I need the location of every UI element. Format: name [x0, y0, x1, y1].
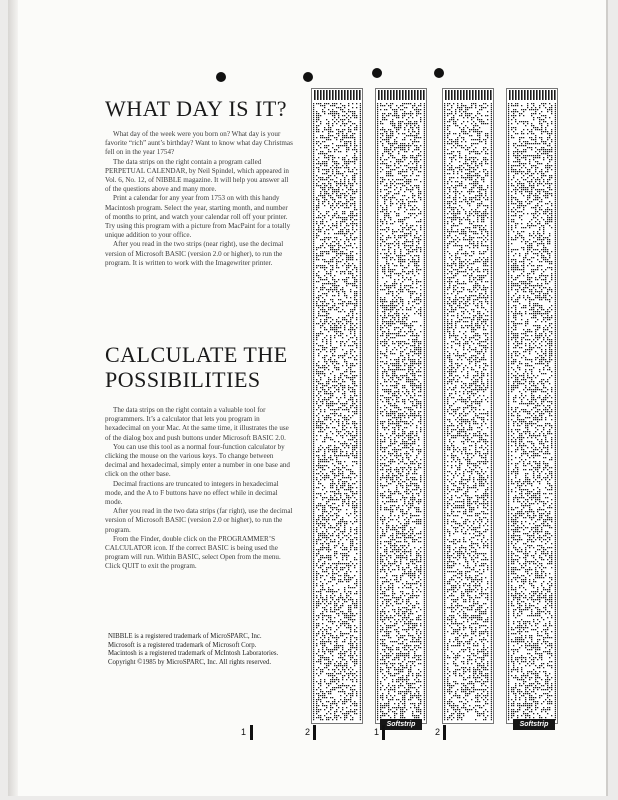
trademark-notice [108, 633, 308, 667]
magazine-page [8, 0, 608, 796]
softstrip-data-strip [375, 88, 427, 724]
body-paragraph: You can use this tool as a normal four-function calculator by clicking the mouse on the various keys. To change between decimal and hexadecimal, simply enter a number in one base and click on the other base. [105, 442, 290, 479]
body-paragraph: The data strips on the right contain a valuable tool for programmers. It’s a calculator that lets you program in hexadecimal on your Mac. At the same time, it illustrates the use of the dialog box and push buttons under Microsoft BASIC 2.0. [105, 406, 289, 442]
trademark-line: NIBBLE is a registered trademark of MicroSPARC, Inc. [108, 633, 262, 640]
page-binding-edge [8, 0, 18, 796]
body-paragraph: After you read in the two strips (near right), use the decimal version of Microsoft BASIC (version 2.0 or higher), to run the program. It is written to work with the Imagewriter printer. [105, 240, 284, 267]
article-title-calculate [105, 342, 305, 392]
strip-dot-pattern [444, 90, 492, 720]
softstrip-data-strip [506, 88, 558, 724]
article-body-what-day [105, 130, 295, 268]
strip-alignment-mark [382, 725, 385, 740]
body-paragraph: What day of the week were you born on? What day is your favorite “rich” aunt’s birthday? Want to know what day Christmas fell on in the year 1754? [105, 130, 293, 157]
body-paragraph: Print a calendar for any year from 1753 on with this handy Macintosh program. Select the year, starting month, and number of months to print, and watch your calendar roll off your printer. Try using this program with a picture from MacPaint for a totally unique addition to your office. [105, 194, 291, 240]
strip-number-label: 2 [305, 727, 311, 737]
body-paragraph: Decimal fractions are truncated to integers in hexadecimal mode, and the A to F buttons have no effect while in decimal mode. [105, 479, 279, 507]
title-line: POSSIBILITIES [105, 367, 261, 392]
strip-number-label: 2 [435, 727, 441, 737]
title-line: CALCULATE THE [105, 342, 288, 367]
binder-hole [303, 72, 313, 82]
softstrip-data-strip [311, 88, 363, 724]
strip-number-label: 1 [374, 727, 380, 737]
body-paragraph: From the Finder, double click on the PROGRAMMER’S CALCULATOR icon. If the correct BASIC is being used the program will run. Within BASIC, select Open from the menu. Click QUIT to exit the program. [105, 534, 281, 571]
softstrip-logo: Softstrip [380, 719, 422, 730]
strip-number-label: 1 [241, 727, 247, 737]
body-paragraph: After you read in the two data strips (far right), use the decimal version of Microsoft BASIC (version 2.0 or higher), to run the program. [105, 507, 293, 534]
article-body-calculate [105, 406, 295, 572]
body-paragraph: The data strips on the right contain a program called PERPETUAL CALENDAR, by Neil Spindel, which appeared in Vol. 6, No. 12, of NIBBLE magazine. It will help you answer all of the questions above and many more. [105, 157, 289, 194]
strip-alignment-mark [313, 725, 316, 740]
strip-alignment-mark [443, 725, 446, 740]
binder-hole [434, 68, 444, 78]
trademark-line: Macintosh is a registered trademark of McIntosh Laboratories. [108, 650, 279, 658]
softstrip-data-strip [442, 88, 494, 724]
strip-dot-pattern [313, 90, 361, 720]
strip-dot-pattern [508, 90, 556, 720]
strip-dot-pattern [377, 90, 425, 720]
binder-hole [372, 68, 382, 78]
article-title-what-day: WHAT DAY IS IT? [105, 96, 288, 121]
strip-alignment-mark [250, 725, 253, 740]
trademark-line: Copyright ©1985 by MicroSPARC, Inc. All rights reserved. [108, 658, 272, 666]
softstrip-logo: Softstrip [513, 719, 555, 730]
binder-hole [216, 72, 226, 82]
trademark-line: Microsoft is a registered trademark of Microsoft Corp. [108, 641, 257, 649]
